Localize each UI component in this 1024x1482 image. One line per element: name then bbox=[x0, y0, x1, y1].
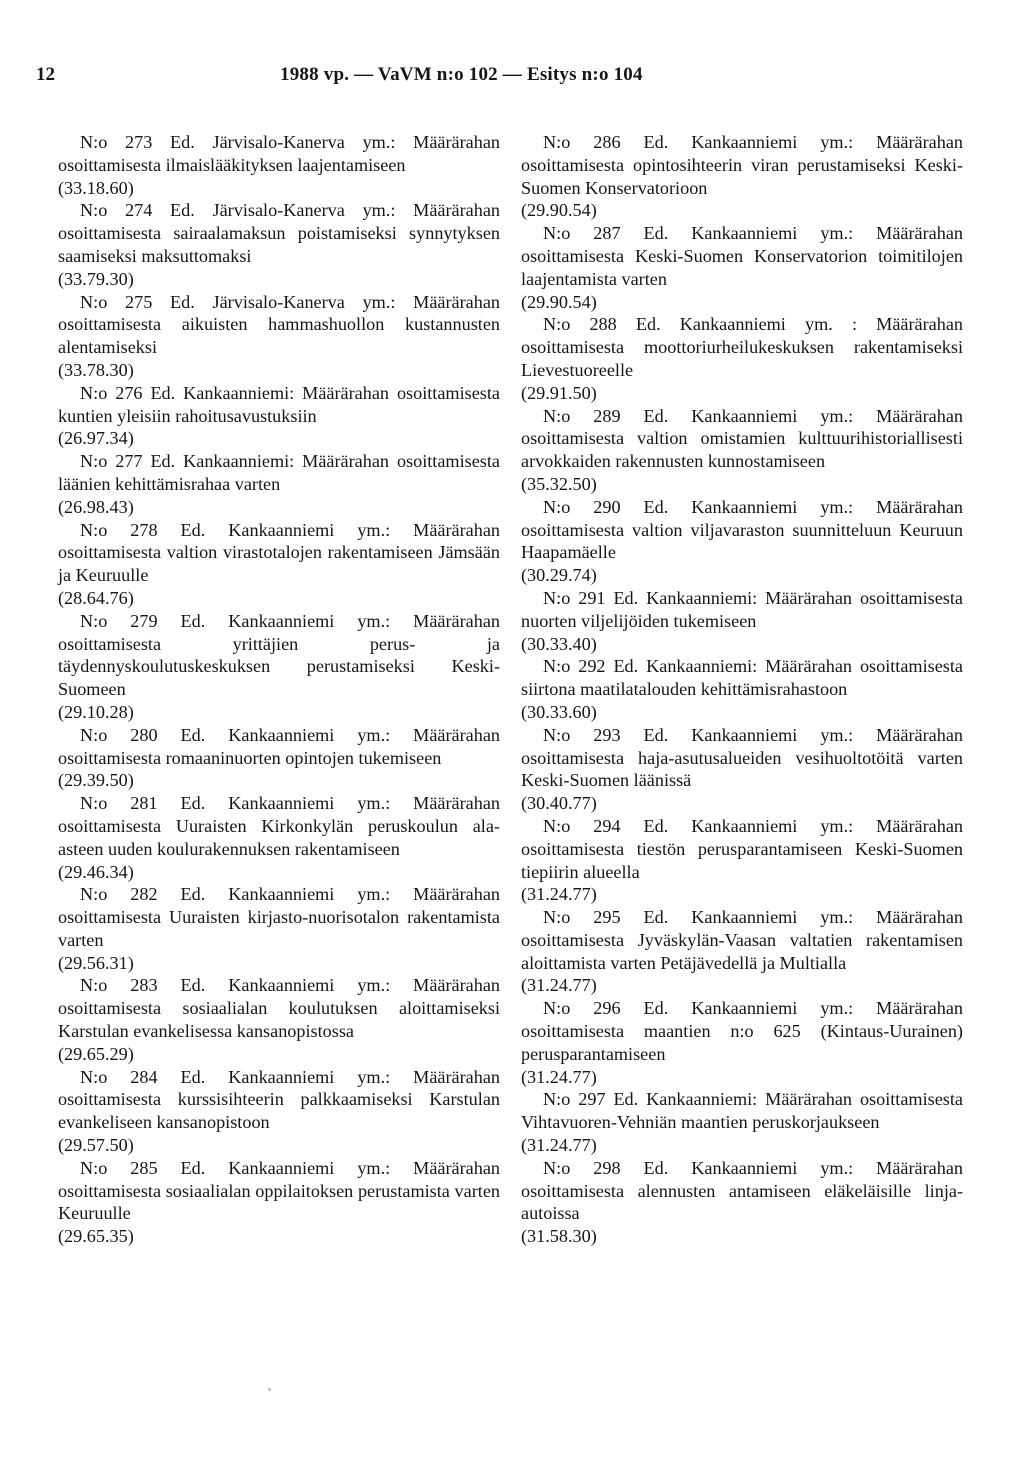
motion-description: N:o 273 Ed. Järvisalo-Kanerva ym.: Määrärahan osoittamisesta ilmaislääkityksen laajentamiseen bbox=[58, 132, 500, 175]
motion-entry bbox=[58, 1066, 500, 1157]
budget-item-code: (31.24.77) bbox=[521, 1135, 597, 1156]
budget-item-code: (26.98.43) bbox=[58, 496, 134, 517]
motion-description: N:o 287 Ed. Kankaanniemi ym.: Määrärahan osoittamisesta Keski-Suomen Konservatorion toimitilojen laajentamista varten bbox=[521, 223, 963, 289]
motion-description: N:o 294 Ed. Kankaanniemi ym.: Määrärahan osoittamisesta tiestön perusparantamiseen Keski-Suomen tiepiirin alueella bbox=[521, 815, 963, 882]
budget-item-code: (31.24.77) bbox=[521, 884, 597, 905]
budget-item-code: (29.90.54) bbox=[521, 200, 597, 221]
motion-entry bbox=[521, 131, 963, 222]
budget-item-code: (30.33.40) bbox=[521, 633, 597, 654]
budget-item-code: (33.79.30) bbox=[58, 268, 134, 289]
motion-description: N:o 289 Ed. Kankaanniemi ym.: Määrärahan osoittamisesta valtion omistamien kulttuurihistoriallisesti arvokkaiden rakennusten kunnostamiseen bbox=[521, 405, 963, 472]
budget-item-code: (29.65.35) bbox=[58, 1226, 134, 1247]
motion-description: N:o 281 Ed. Kankaanniemi ym.: Määrärahan osoittamisesta Uuraisten Kirkonkylän peruskoulun ala-asteen uuden koulurakennuksen rakentamiseen bbox=[58, 793, 500, 859]
page-number: 12 bbox=[36, 64, 55, 85]
budget-item-code: (33.18.60) bbox=[58, 177, 134, 198]
budget-item-code: (31.58.30) bbox=[521, 1226, 597, 1247]
motion-entry bbox=[521, 1088, 963, 1156]
right-column bbox=[521, 131, 963, 1248]
motion-description: N:o 293 Ed. Kankaanniemi ym.: Määrärahan osoittamisesta haja-asutusalueiden vesihuoltotöitä varten Keski-Suomen läänissä bbox=[521, 724, 963, 791]
scan-speck bbox=[268, 1388, 271, 1391]
motion-description: N:o 283 Ed. Kankaanniemi ym.: Määrärahan osoittamisesta sosiaalialan koulutuksen aloittamiseksi Karstulan evankelisessa kansanopistossa bbox=[58, 975, 500, 1042]
motion-description: N:o 298 Ed. Kankaanniemi ym.: Määrärahan osoittamisesta alennusten antamiseen eläkeläisille linja-autoissa bbox=[521, 1157, 963, 1224]
motion-description: N:o 285 Ed. Kankaanniemi ym.: Määrärahan osoittamisesta sosiaalialan oppilaitoksen perustamista varten Keuruulle bbox=[58, 1157, 500, 1224]
motion-entry bbox=[521, 815, 963, 906]
motion-entry bbox=[58, 610, 500, 724]
motion-description: N:o 274 Ed. Järvisalo-Kanerva ym.: Määrärahan osoittamisesta sairaalamaksun poistamiseksi synnytyksen saamiseksi maksuttomaksi bbox=[58, 200, 500, 266]
motion-entry bbox=[58, 1157, 500, 1248]
motion-description: N:o 282 Ed. Kankaanniemi ym.: Määrärahan osoittamisesta Uuraisten kirjasto-nuorisotalon rakentamista varten bbox=[58, 884, 500, 950]
motion-entry bbox=[521, 655, 963, 723]
budget-item-code: (29.65.29) bbox=[58, 1043, 134, 1064]
motion-entry bbox=[58, 131, 500, 199]
motion-entry bbox=[58, 724, 500, 792]
motion-entry bbox=[58, 883, 500, 974]
budget-item-code: (29.46.34) bbox=[58, 861, 134, 882]
budget-item-code: (35.32.50) bbox=[521, 473, 597, 494]
budget-item-code: (29.90.54) bbox=[521, 291, 597, 312]
motion-description: N:o 279 Ed. Kankaanniemi ym.: Määrärahan osoittamisesta yrittäjien perus- ja täydennyskoulutuskeskuksen perustamiseksi Keski-Suomeen bbox=[58, 610, 500, 700]
motion-entry bbox=[58, 792, 500, 883]
motion-description: N:o 290 Ed. Kankaanniemi ym.: Määrärahan osoittamisesta valtion viljavaraston suunnitteluun Keuruun Haapamäelle bbox=[521, 496, 963, 563]
motion-entry bbox=[521, 587, 963, 655]
budget-item-code: (30.33.60) bbox=[521, 701, 597, 722]
budget-item-code: (29.57.50) bbox=[58, 1135, 134, 1156]
motion-entry bbox=[58, 291, 500, 382]
motion-entry bbox=[521, 405, 963, 496]
motion-entry bbox=[521, 906, 963, 997]
motion-entry bbox=[58, 382, 500, 450]
motion-description: N:o 284 Ed. Kankaanniemi ym.: Määrärahan osoittamisesta kurssisihteerin palkkaamiseksi Karstulan evankeliseen kansanopistoon bbox=[58, 1066, 500, 1133]
motion-description: N:o 288 Ed. Kankaanniemi ym. : Määrärahan osoittamisesta moottoriurheilukeskuksen rakentamiseksi Lievestuoreelle bbox=[521, 314, 963, 380]
motion-description: N:o 296 Ed. Kankaanniemi ym.: Määrärahan osoittamisesta maantien n:o 625 (Kintaus-Uurainen) perusparantamiseen bbox=[521, 998, 963, 1064]
motion-entry bbox=[58, 450, 500, 518]
budget-item-code: (31.24.77) bbox=[521, 1066, 597, 1087]
budget-item-code: (29.56.31) bbox=[58, 952, 134, 973]
motion-description: N:o 276 Ed. Kankaanniemi: Määrärahan osoittamisesta kuntien yleisiin rahoitusavustuksiin bbox=[58, 382, 500, 426]
budget-item-code: (29.39.50) bbox=[58, 770, 134, 791]
motion-description: N:o 277 Ed. Kankaanniemi: Määrärahan osoittamisesta läänien kehittämisrahaa varten bbox=[58, 451, 500, 494]
budget-item-code: (31.24.77) bbox=[521, 975, 597, 996]
motion-description: N:o 278 Ed. Kankaanniemi ym.: Määrärahan osoittamisesta valtion virastotalojen rakentamiseen Jämsään ja Keuruulle bbox=[58, 519, 500, 586]
motion-description: N:o 292 Ed. Kankaanniemi: Määrärahan osoittamisesta siirtona maatilatalouden kehittämisrahastoon bbox=[521, 656, 963, 700]
budget-item-code: (29.10.28) bbox=[58, 701, 134, 722]
running-header: 1988 vp. — VaVM n:o 102 — Esitys n:o 104 bbox=[280, 64, 643, 85]
motion-description: N:o 297 Ed. Kankaanniemi: Määrärahan osoittamisesta Vihtavuoren-Vehniän maantien peruskorjaukseen bbox=[521, 1089, 963, 1133]
budget-item-code: (26.97.34) bbox=[58, 428, 134, 449]
motion-entry bbox=[521, 496, 963, 587]
motion-entry bbox=[58, 974, 500, 1065]
budget-item-code: (33.78.30) bbox=[58, 359, 134, 380]
budget-item-code: (28.64.76) bbox=[58, 587, 134, 608]
motion-entry bbox=[521, 313, 963, 404]
motion-entry bbox=[521, 1157, 963, 1248]
budget-item-code: (29.91.50) bbox=[521, 382, 597, 403]
motion-description: N:o 295 Ed. Kankaanniemi ym.: Määrärahan osoittamisesta Jyväskylän-Vaasan valtatien rakentamisen aloittamista varten Petäjävedellä ja Multialla bbox=[521, 907, 963, 973]
motion-entry bbox=[521, 997, 963, 1088]
motion-entry bbox=[521, 222, 963, 313]
budget-item-code: (30.40.77) bbox=[521, 793, 597, 814]
motion-description: N:o 280 Ed. Kankaanniemi ym.: Määrärahan osoittamisesta romaaninuorten opintojen tukemiseen bbox=[58, 724, 500, 768]
motion-description: N:o 291 Ed. Kankaanniemi: Määrärahan osoittamisesta nuorten viljelijöiden tukemiseen bbox=[521, 587, 963, 631]
motion-description: N:o 286 Ed. Kankaanniemi ym.: Määrärahan osoittamisesta opintosihteerin viran perustamiseksi Keski-Suomen Konservatorioon bbox=[521, 132, 963, 198]
motion-entry bbox=[58, 199, 500, 290]
budget-item-code: (30.29.74) bbox=[521, 565, 597, 586]
motion-entry bbox=[58, 519, 500, 610]
motion-entry bbox=[521, 724, 963, 815]
motion-description: N:o 275 Ed. Järvisalo-Kanerva ym.: Määrärahan osoittamisesta aikuisten hammashuollon kustannusten alentamiseksi bbox=[58, 291, 500, 358]
left-column bbox=[58, 131, 500, 1248]
